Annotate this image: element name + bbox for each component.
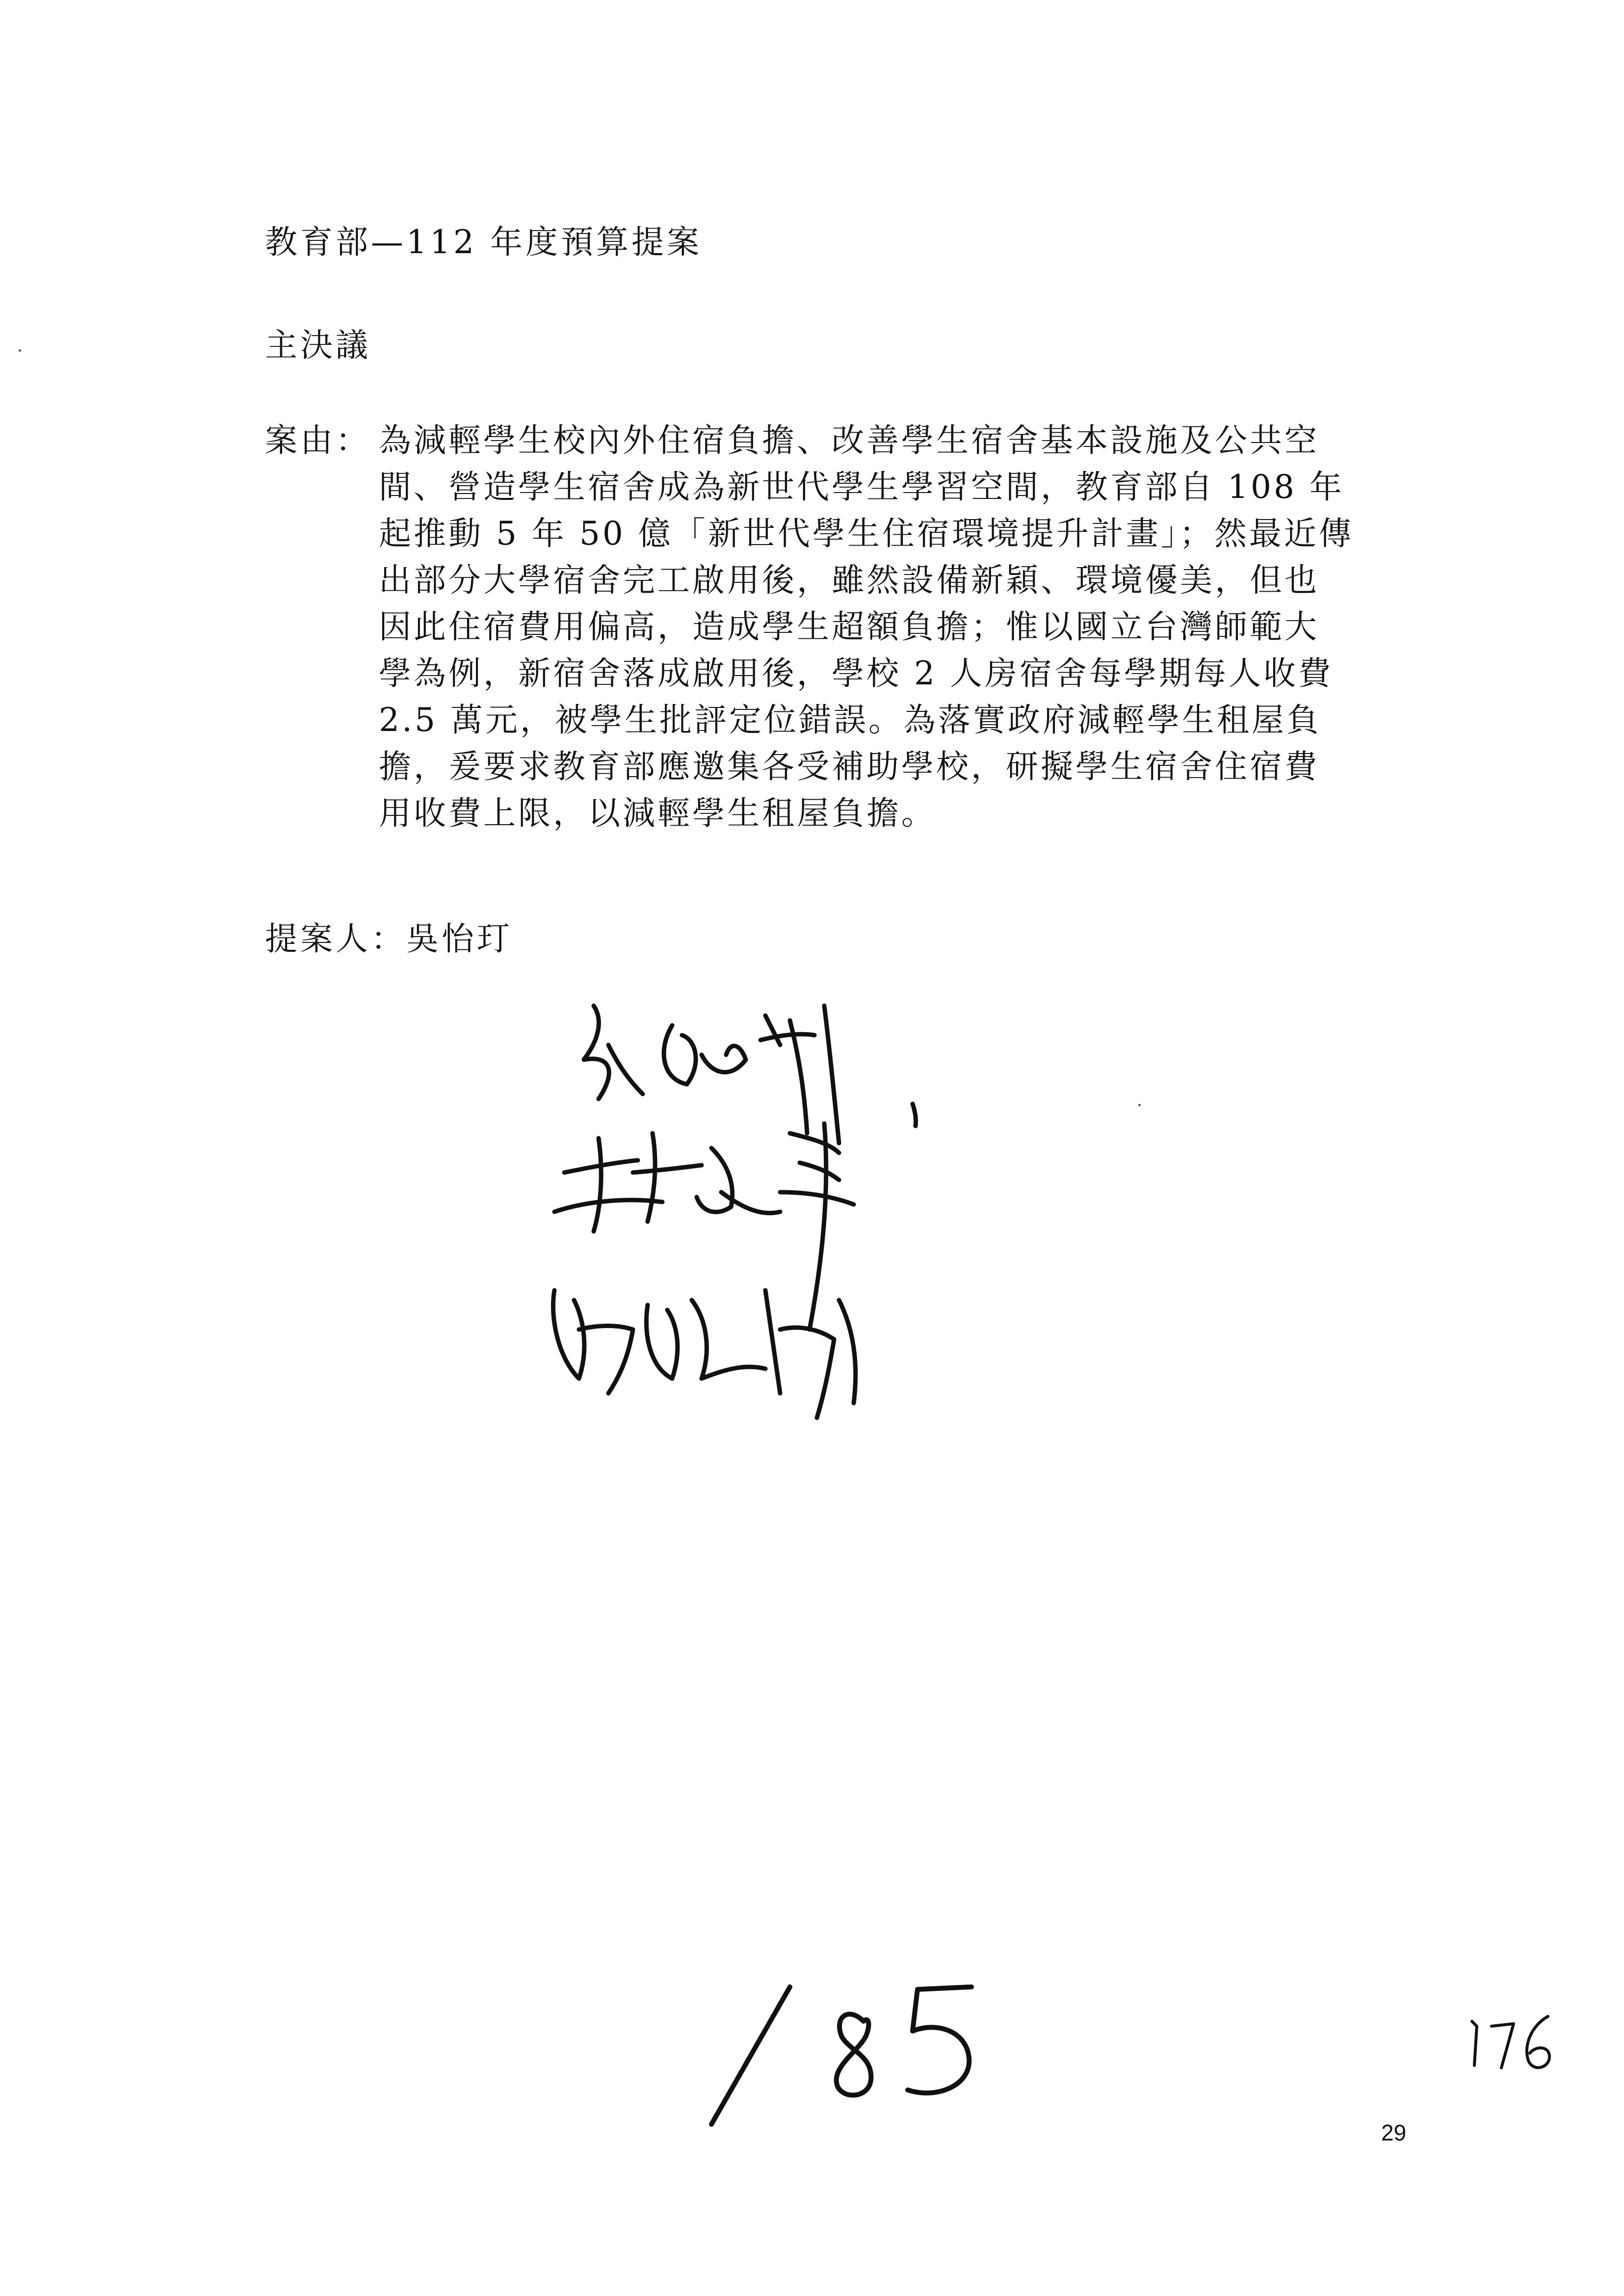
reason-line: 用收費上限，以減輕學生租屋負擔。 [379, 794, 936, 832]
resolution-type: 主決議 [265, 326, 371, 364]
handwritten-signatures [535, 986, 976, 1428]
handwritten-number [702, 1967, 996, 2129]
reason-line: 因此住宿費用偏高，造成學生超額負擔；惟以國立台灣師範大 [379, 608, 1319, 646]
handwritten-side-number [1462, 2007, 1560, 2075]
reason-line: 起推動 5 年 50 億「新世代學生住宿環境提升計畫」；然最近傳 [379, 515, 1354, 552]
reason-line: 擔，爰要求教育部應邀集各受補助學校，研擬學生宿舍住宿費 [379, 748, 1319, 785]
proposer: 提案人：吳怡玎 [265, 920, 512, 958]
reason-line: 間、營造學生宿舍成為新世代學生學習空間，教育部自 108 年 [379, 468, 1344, 506]
document-title: 教育部—112 年度預算提案 [265, 223, 702, 261]
reason-label: 案由： [265, 421, 371, 459]
reason-line: 學為例，新宿舍落成啟用後，學校 2 人房宿舍每學期每人收費 [379, 654, 1333, 692]
reason-line: 出部分大學宿舍完工啟用後，雖然設備新穎、環境優美，但也 [379, 561, 1319, 599]
reason-body [379, 417, 1409, 836]
page-number: 29 [1381, 2120, 1407, 2145]
reason-line: 為減輕學生校內外住宿負擔、改善學生宿舍基本設施及公共空 [379, 421, 1319, 459]
scan-speck [1138, 1104, 1141, 1106]
scan-speck [19, 349, 21, 352]
reason-line: 2.5 萬元，被學生批評定位錯誤。為落實政府減輕學生租屋負 [379, 701, 1321, 739]
